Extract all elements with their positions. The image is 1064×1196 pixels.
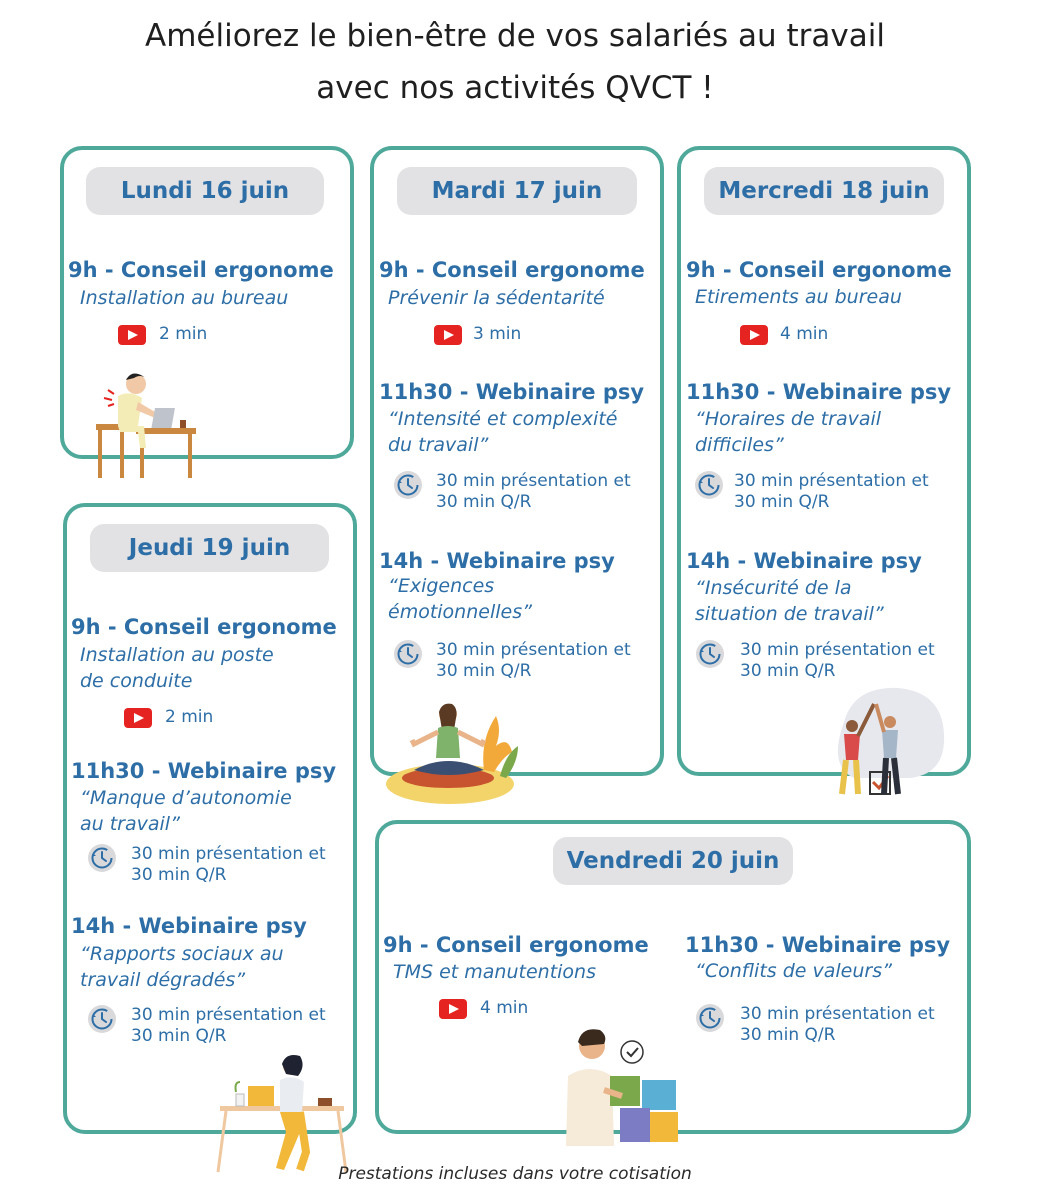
- subtitle-line-2: de conduite: [80, 670, 193, 692]
- wednesday-event-3-duration: [740, 640, 935, 682]
- woman-with-laptop-illustration: [214, 1052, 350, 1174]
- duration-line-2: 30 min Q/R: [740, 661, 836, 681]
- clock-icon: [393, 470, 423, 500]
- title-line-2: avec nos activités QVCT !: [316, 70, 714, 106]
- subtitle-line-2: du travail”: [388, 434, 489, 456]
- thursday-event-2-duration: [131, 844, 326, 886]
- man-with-puzzle-illustration: [560, 1024, 684, 1146]
- monday-event-1-duration: 2 min: [159, 324, 208, 344]
- wednesday-event-2-subtitle: [695, 406, 881, 458]
- wednesday-event-3-subtitle: [695, 575, 884, 627]
- thursday-event-3-title: 14h - Webinaire psy: [71, 914, 307, 938]
- subtitle-line-2: travail dégradés”: [80, 969, 246, 991]
- clock-icon: [87, 843, 117, 873]
- duration-line-1: 30 min présentation et: [734, 471, 929, 491]
- wednesday-event-1-title: 9h - Conseil ergonome: [686, 258, 952, 282]
- high-five-illustration: [824, 682, 948, 800]
- tuesday-event-3-subtitle: [388, 573, 532, 625]
- duration-line-1: 30 min présentation et: [436, 471, 631, 491]
- thursday-event-1-subtitle: [80, 642, 274, 694]
- duration-line-1: 30 min présentation et: [740, 640, 935, 660]
- subtitle-line-1: “Exigences: [388, 575, 495, 597]
- day-label-wednesday: Mercredi 18 juin: [704, 167, 944, 215]
- duration-line-1: 30 min présentation et: [436, 640, 631, 660]
- clock-icon: [695, 1003, 725, 1033]
- friday-event-1-subtitle: TMS et manutentions: [393, 961, 596, 983]
- day-label-tuesday: Mardi 17 juin: [397, 167, 637, 215]
- friday-event-2-duration: [740, 1004, 935, 1046]
- wednesday-event-1-duration: 4 min: [780, 324, 829, 344]
- youtube-icon[interactable]: [434, 325, 462, 345]
- tuesday-event-3-duration: [436, 640, 631, 682]
- subtitle-line-1: “Insécurité de la: [695, 577, 852, 599]
- youtube-icon[interactable]: [439, 999, 467, 1019]
- youtube-icon[interactable]: [124, 708, 152, 728]
- subtitle-line-1: “Rapports sociaux au: [80, 943, 284, 965]
- tuesday-event-1-duration: 3 min: [473, 324, 522, 344]
- clock-icon: [695, 639, 725, 669]
- tuesday-event-2-title: 11h30 - Webinaire psy: [379, 380, 645, 404]
- friday-event-2-title: 11h30 - Webinaire psy: [685, 933, 951, 957]
- duration-line-1: 30 min présentation et: [131, 844, 326, 864]
- monday-event-1-subtitle: Installation au bureau: [80, 287, 289, 309]
- friday-event-2-subtitle: “Conflits de valeurs”: [695, 960, 892, 982]
- clock-icon: [393, 639, 423, 669]
- tuesday-event-3-title: 14h - Webinaire psy: [379, 549, 615, 573]
- tuesday-event-1-subtitle: Prévenir la sédentarité: [388, 287, 605, 309]
- monday-event-1-title: 9h - Conseil ergonome: [68, 258, 334, 282]
- day-label-monday: Lundi 16 juin: [86, 167, 324, 215]
- friday-event-1-duration: 4 min: [480, 998, 529, 1018]
- wednesday-event-2-duration: [734, 471, 929, 513]
- subtitle-line-2: difficiles”: [695, 434, 784, 456]
- thursday-event-1-title: 9h - Conseil ergonome: [71, 615, 337, 639]
- wednesday-event-2-title: 11h30 - Webinaire psy: [686, 380, 952, 404]
- subtitle-line-1: Installation au poste: [80, 644, 274, 666]
- subtitle-line-2: situation de travail”: [695, 603, 884, 625]
- youtube-icon[interactable]: [118, 325, 146, 345]
- day-label-friday: Vendredi 20 juin: [553, 837, 793, 885]
- subtitle-line-2: émotionnelles”: [388, 601, 532, 623]
- wednesday-event-1-subtitle: Etirements au bureau: [695, 286, 902, 308]
- duration-line-2: 30 min Q/R: [734, 492, 830, 512]
- subtitle-line-1: “Horaires de travail: [695, 408, 882, 430]
- meditation-illustration: [384, 700, 524, 808]
- duration-line-2: 30 min Q/R: [436, 661, 532, 681]
- thursday-event-3-subtitle: [80, 941, 284, 993]
- duration-line-2: 30 min Q/R: [131, 1026, 227, 1046]
- tuesday-event-2-subtitle: [388, 406, 617, 458]
- subtitle-line-1: “Intensité et complexité: [388, 408, 618, 430]
- tuesday-event-1-title: 9h - Conseil ergonome: [379, 258, 645, 282]
- wednesday-event-3-title: 14h - Webinaire psy: [686, 549, 922, 573]
- duration-line-2: 30 min Q/R: [436, 492, 532, 512]
- duration-line-1: 30 min présentation et: [740, 1004, 935, 1024]
- thursday-event-2-subtitle: [80, 785, 292, 837]
- friday-event-1-title: 9h - Conseil ergonome: [383, 933, 649, 957]
- page-title: [0, 10, 1030, 114]
- thursday-event-2-title: 11h30 - Webinaire psy: [71, 759, 337, 783]
- clock-icon: [87, 1004, 117, 1034]
- day-label-thursday: Jeudi 19 juin: [90, 524, 329, 572]
- duration-line-1: 30 min présentation et: [131, 1005, 326, 1025]
- clock-icon: [694, 470, 724, 500]
- youtube-icon[interactable]: [740, 325, 768, 345]
- footer-note: Prestations incluses dans votre cotisation: [338, 1164, 692, 1184]
- tuesday-event-2-duration: [436, 471, 631, 513]
- duration-line-2: 30 min Q/R: [131, 865, 227, 885]
- woman-at-desk-illustration: [88, 368, 203, 483]
- duration-line-2: 30 min Q/R: [740, 1025, 836, 1045]
- subtitle-line-1: “Manque d’autonomie: [80, 787, 292, 809]
- subtitle-line-2: au travail”: [80, 813, 180, 835]
- title-line-1: Améliorez le bien-être de vos salariés au travail: [145, 18, 885, 54]
- thursday-event-1-duration: 2 min: [165, 707, 214, 727]
- thursday-event-3-duration: [131, 1005, 326, 1047]
